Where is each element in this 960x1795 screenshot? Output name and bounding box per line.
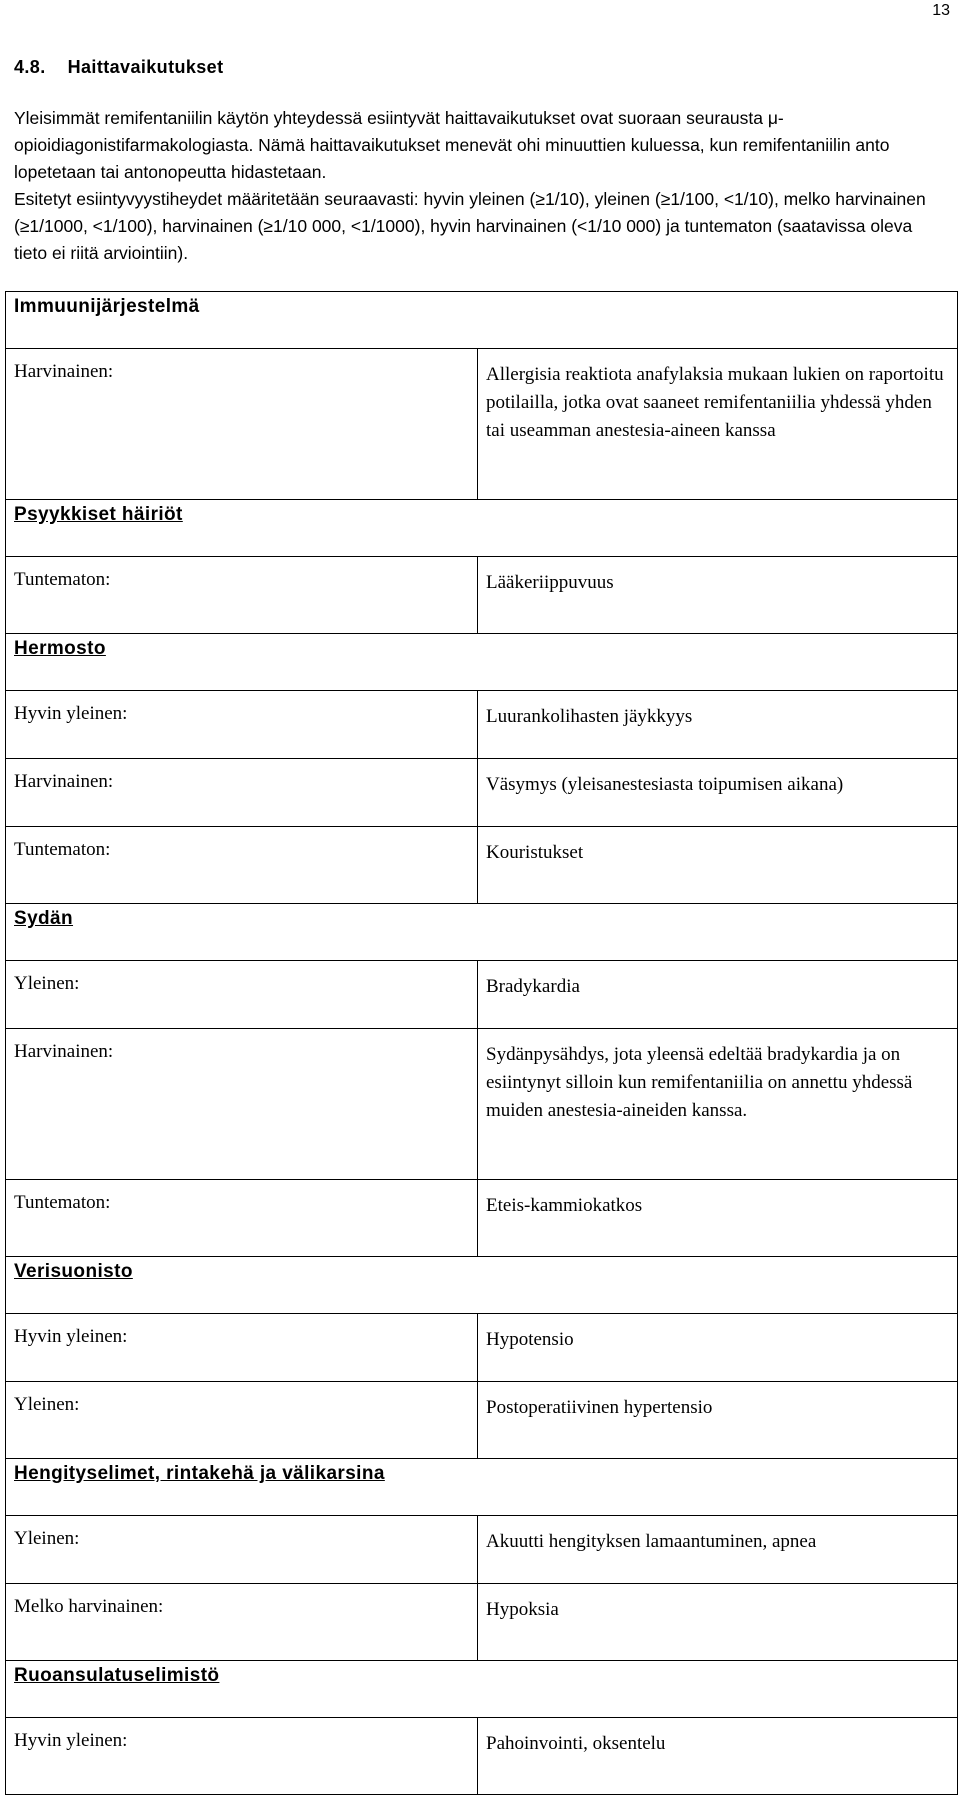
frequency-cell: Hyvin yleinen:	[6, 1718, 478, 1795]
page-number: 13	[932, 2, 950, 19]
frequency-cell: Harvinainen:	[6, 349, 478, 500]
effect-cell: Bradykardia	[478, 961, 958, 1029]
category-heading: Verisuonisto	[14, 1261, 133, 1282]
category-row	[6, 1459, 958, 1516]
frequency-cell: Harvinainen:	[6, 759, 478, 827]
category-row	[6, 292, 958, 349]
table-row	[6, 961, 958, 1029]
table-row	[6, 827, 958, 904]
effect-cell: Pahoinvointi, oksentelu	[478, 1718, 958, 1795]
table-row	[6, 691, 958, 759]
effect-cell: Allergisia reaktiota anafylaksia mukaan lukien on raportoitu potilailla, jotka ovat saaneet remifentaniilia yhdessä yhden tai useamman anestesia-aineen kanssa	[478, 349, 958, 500]
category-cell	[6, 500, 958, 557]
frequency-cell: Yleinen:	[6, 1516, 478, 1584]
effect-cell: Luurankolihasten jäykkyys	[478, 691, 958, 759]
effect-cell: Väsymys (yleisanestesiasta toipumisen aikana)	[478, 759, 958, 827]
category-row	[6, 1661, 958, 1718]
category-row	[6, 904, 958, 961]
frequency-cell: Hyvin yleinen:	[6, 1314, 478, 1382]
intro-paragraph: Esitetyt esiintyvyystiheydet määritetään seuraavasti: hyvin yleinen (≥1/10), yleinen (≥1/100, <1/10), melko harvinainen (≥1/1000, <1/100), harvinainen (≥1/10 000, <1/1000), hyvin harvinainen (<1/10 000) ja tuntematon (saatavissa oleva tieto ei riitä arviointiin).	[14, 189, 926, 263]
adverse-effects-table	[5, 291, 958, 1795]
effect-cell: Hypotensio	[478, 1314, 958, 1382]
table-row	[6, 349, 958, 500]
category-row	[6, 1257, 958, 1314]
category-row	[6, 634, 958, 691]
category-heading: Hengityselimet, rintakehä ja välikarsina	[14, 1463, 385, 1484]
table-row	[6, 1029, 958, 1180]
category-row	[6, 500, 958, 557]
frequency-cell: Yleinen:	[6, 1382, 478, 1459]
category-cell	[6, 1459, 958, 1516]
table-row	[6, 1314, 958, 1382]
category-heading: Sydän	[14, 908, 74, 929]
intro-paragraph: Yleisimmät remifentaniilin käytön yhteydessä esiintyvät haittavaikutukset ovat suoraan seurausta μ-opioidiagonistifarmakologiasta. Nämä haittavaikutukset menevät ohi minuuttien kuluessa, kun remifentaniilin anto lopetetaan tai antonopeutta hidastetaan.	[14, 108, 890, 182]
frequency-cell: Tuntematon:	[6, 1180, 478, 1257]
intro-text	[14, 105, 944, 267]
table-row	[6, 759, 958, 827]
effect-cell: Kouristukset	[478, 827, 958, 904]
frequency-cell: Hyvin yleinen:	[6, 691, 478, 759]
effect-cell: Lääkeriippuvuus	[478, 557, 958, 634]
effect-cell: Hypoksia	[478, 1584, 958, 1661]
section-title: Haittavaikutukset	[67, 57, 224, 77]
effect-cell: Eteis-kammiokatkos	[478, 1180, 958, 1257]
table-row	[6, 1516, 958, 1584]
frequency-cell: Harvinainen:	[6, 1029, 478, 1180]
table-row	[6, 1180, 958, 1257]
frequency-cell: Tuntematon:	[6, 827, 478, 904]
frequency-cell: Tuntematon:	[6, 557, 478, 634]
category-heading: Hermosto	[14, 638, 106, 659]
section-heading	[14, 57, 223, 78]
effect-cell: Sydänpysähdys, jota yleensä edeltää bradykardia ja on esiintynyt silloin kun remifentaniilia on annettu yhdessä muiden anestesia-aineiden kanssa.	[478, 1029, 958, 1180]
adverse-effects-table-body	[6, 292, 958, 1795]
category-cell	[6, 634, 958, 691]
category-cell	[6, 1661, 958, 1718]
table-row	[6, 557, 958, 634]
category-cell	[6, 292, 958, 349]
category-heading: Psyykkiset häiriöt	[14, 504, 183, 525]
effect-cell: Postoperatiivinen hypertensio	[478, 1382, 958, 1459]
table-row	[6, 1382, 958, 1459]
table-row	[6, 1718, 958, 1795]
table-row	[6, 1584, 958, 1661]
category-heading: Immuunijärjestelmä	[14, 296, 200, 317]
section-number: 4.8.	[14, 57, 46, 77]
category-cell	[6, 904, 958, 961]
frequency-cell: Yleinen:	[6, 961, 478, 1029]
frequency-cell: Melko harvinainen:	[6, 1584, 478, 1661]
category-heading: Ruoansulatuselimistö	[14, 1665, 220, 1686]
category-cell	[6, 1257, 958, 1314]
effect-cell: Akuutti hengityksen lamaantuminen, apnea	[478, 1516, 958, 1584]
